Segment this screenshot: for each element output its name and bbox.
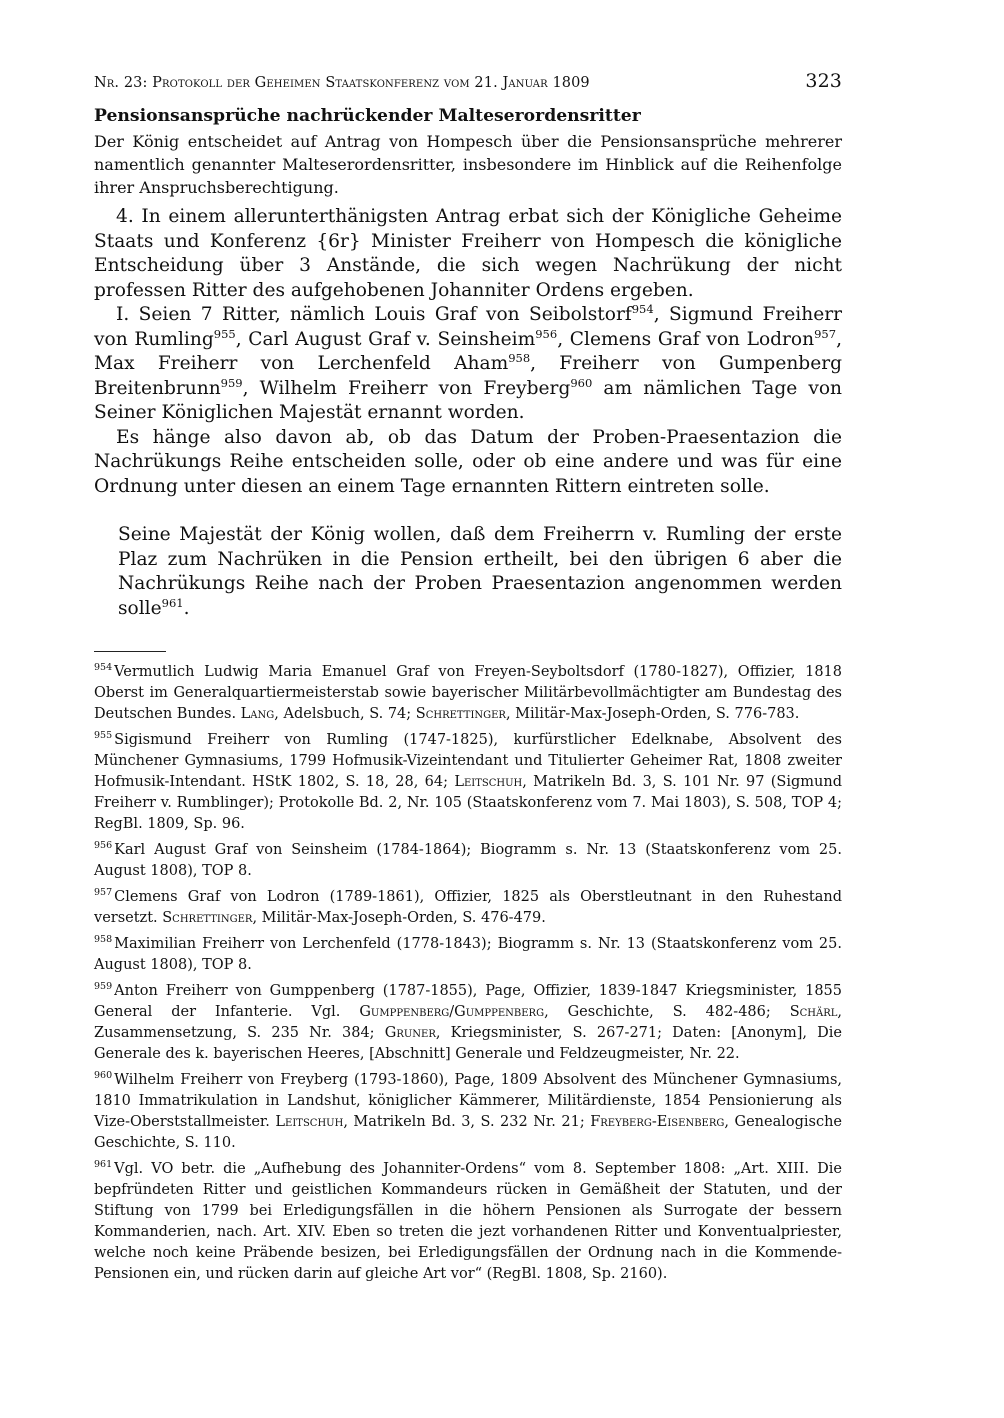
text-run: , Adelsbuch, S. 74;	[274, 706, 416, 722]
text-run: Karl August Graf von Seinsheim (1784-1864); Biogramm s. Nr. 13 (Staatskonferenz vom 25. August 1808), TOP 8.	[94, 842, 842, 879]
text-run: , Clemens Graf von Lodron	[557, 328, 815, 350]
text-run: , Militär-Max-Joseph-Orden, S. 776-783.	[505, 706, 800, 722]
text-run: , Genealogische Geschichte, S. 110.	[94, 1114, 842, 1151]
text-run: Wilhelm Freiherr von Freyberg (1793-1860), Page, 1809 Absolvent des Münchener Gymnasiums, 1810 Immatrikulation in Landshut, königlicher Kämmerer, Militärdienste, 1854 Pensionierung als Vize-Oberststallmeister.	[94, 1072, 842, 1130]
text-run: , Sigmund Freiherr von Rumling	[94, 304, 842, 350]
footnote-ref[interactable]: 960	[570, 375, 593, 390]
running-title: Nr. 23: Protokoll der Geheimen Staatskonferenz vom 21. Januar 1809	[94, 75, 590, 91]
author-name: Schrettinger	[415, 706, 506, 722]
text-run: am nämlichen Tage von Seiner Königlichen Majestät ernannt worden.	[94, 377, 842, 423]
footnote-ref[interactable]: 956	[535, 326, 558, 341]
author-name: Gumppenberg/Gumppenberg	[359, 1004, 545, 1020]
royal-decision	[118, 523, 842, 621]
footnote-number: 956	[94, 840, 113, 852]
footnote-ref[interactable]: 955	[213, 326, 236, 341]
text-run: , Matrikeln Bd. 3, S. 101 Nr. 97 (Sigmund Freiherr v. Rumblinger); Protokolle Bd. 2, Nr. 105 (Staatskonferenz vom 7. Mai 1803), S. 508, TOP 4; RegBl. 1809, Sp. 96.	[94, 774, 842, 832]
author-name: Gruner	[384, 1025, 436, 1041]
footnote-ref[interactable]: 954	[631, 301, 654, 316]
footnote	[94, 730, 842, 835]
text-run: , Geschichte, S. 482-486;	[544, 1004, 790, 1020]
footnote-number: 955	[94, 730, 113, 742]
text-run: , Wilhelm Freiherr von Freyberg	[242, 377, 571, 399]
text-run: Anton Freiherr von Gumppenberg (1787-1855), Page, Offizier, 1839-1847 Kriegsminister, 1855 General der Infanterie. Vgl.	[94, 983, 842, 1020]
footnote-ref[interactable]: 958	[508, 350, 531, 365]
protocol-text	[94, 205, 842, 499]
footnote-separator	[94, 651, 166, 652]
section-heading: Pensionsansprüche nachrückender Malteserordensritter	[94, 106, 641, 126]
footnote	[94, 934, 842, 976]
author-name: Schärl	[789, 1004, 838, 1020]
text-run: Vgl. VO betr. die „Aufhebung des Johanniter-Ordens“ vom 8. September 1808: „Art. XIII. Die bepfründeten Ritter und geistlichen Kommandeurs rücken in Gemäßheit der Statuten, und der Stiftung von 1799 bei Erledigungsfällen in die höhern Pensionen als Surrogate der bessern Kommanderien, nach. Art. XIV. Eben so treten die jezt vorhandenen Ritter und Konventualpriester, welche noch keine Präbende besizen, bei Erledigungsfällen der Ordnung nach in die Kommende-Pensionen ein, und rücken darin auf gleiche Art vor“ (RegBl. 1808, Sp. 2160).	[94, 1161, 842, 1282]
author-name: Leitschuh	[454, 774, 523, 790]
author-name: Lang	[240, 706, 275, 722]
text-run: , Carl August Graf v. Seinsheim	[235, 328, 536, 350]
decision-text: Seine Majestät der König wollen, daß dem Freiherrn v. Rumling der erste Plaz zum Nachrüken in die Pension ertheilt, bei den übrigen 6 aber die Nachrükungs Reihe nach der Proben Praesentazion angenommen werden solle	[118, 524, 842, 619]
paragraph-question: Es hänge also davon ab, ob das Datum der Proben-Praesentazion die Nachrükungs Reihe entscheiden solle, oder ob eine andere und was für eine Ordnung unter diesen an einem Tage ernannten Rittern eintreten solle.	[94, 426, 842, 497]
footnote-number: 960	[94, 1070, 113, 1082]
footnote-number: 961	[94, 1159, 113, 1171]
text-run: , Max Freiherr von Lerchenfeld Aham	[94, 328, 842, 374]
footnote	[94, 887, 842, 929]
footnote	[94, 1159, 842, 1285]
text-run: I. Seien 7 Ritter, nämlich Louis Graf von Seibolstorf	[116, 304, 632, 325]
text-run: Sigismund Freiherr von Rumling (1747-1825), kurfürstlicher Edelknabe, Absolvent des Münchener Gymnasiums, 1799 Hofmusik-Vizeintendant und Titulierter Geheimer Rat, 1808 zweiter Hofmusik-Intendant. HStK 1802, S. 18, 28, 64;	[94, 732, 842, 790]
text-run: , Zusammensetzung, S. 235 Nr. 384;	[94, 1004, 842, 1041]
text-run: Clemens Graf von Lodron (1789-1861), Offizier, 1825 als Oberstleutnant in den Ruhestand versetzt.	[94, 889, 842, 926]
footnote-number: 958	[94, 934, 113, 946]
footnotes	[94, 662, 842, 1285]
running-head	[94, 70, 842, 92]
footnote	[94, 981, 842, 1065]
footnote	[94, 662, 842, 725]
footnote-ref[interactable]: 957	[814, 326, 837, 341]
footnote-number: 957	[94, 887, 113, 899]
text-run: , Matrikeln Bd. 3, S. 232 Nr. 21;	[343, 1114, 591, 1130]
text-run: , Militär-Max-Joseph-Orden, S. 476-479.	[252, 910, 546, 926]
decision-end: .	[183, 597, 190, 619]
section-regest: Der König entscheidet auf Antrag von Hompesch über die Pensionsansprüche mehrerer namentlich genannter Malteserordensritter, insbesondere im Hinblick auf die Reihenfolge ihrer Anspruchsberechtigung.	[94, 132, 842, 197]
text-run: Maximilian Freiherr von Lerchenfeld (1778-1843); Biogramm s. Nr. 13 (Staatskonferenz vom 25. August 1808), TOP 8.	[94, 936, 842, 973]
text-run: , Kriegsminister, S. 267-271; Daten: [Anonym], Die Generale des k. bayerischen Heeres, [Abschnitt] Generale und Feldzeugmeister, Nr. 22.	[94, 1025, 843, 1062]
author-name: Freyberg-Eisenberg	[590, 1114, 725, 1130]
footnote	[94, 840, 842, 882]
paragraph-request: 4. In einem allerunterthänigsten Antrag erbat sich der Königliche Geheime Staats und Konferenz {6r} Minister Freiherr von Hompesch die königliche Entscheidung über 3 Anstände, die sich wegen Nachrükung der nicht professen Ritter des aufgehobenen Johanniter Ordens ergeben.	[94, 206, 842, 301]
footnote-ref[interactable]: 961	[161, 595, 184, 610]
author-name: Schrettinger	[162, 910, 253, 926]
paragraph-knights	[94, 303, 842, 426]
author-name: Leitschuh	[275, 1114, 344, 1130]
text-run: , Freiherr von Gumpenberg Breitenbrunn	[94, 353, 842, 399]
footnote-number: 954	[94, 662, 113, 674]
footnote-number: 959	[94, 981, 113, 993]
footnote	[94, 1070, 842, 1154]
document-page	[94, 70, 842, 1290]
page-number: 323	[805, 70, 842, 92]
footnote-ref[interactable]: 959	[220, 375, 243, 390]
text-run: Vermutlich Ludwig Maria Emanuel Graf von Freyen-Seyboltsdorf (1780-1827), Offizier, 1818 Oberst im Generalquartiermeisterstab sowie bayerischer Militärbevollmächtigter am Bundestag des Deutschen Bundes.	[94, 664, 842, 722]
